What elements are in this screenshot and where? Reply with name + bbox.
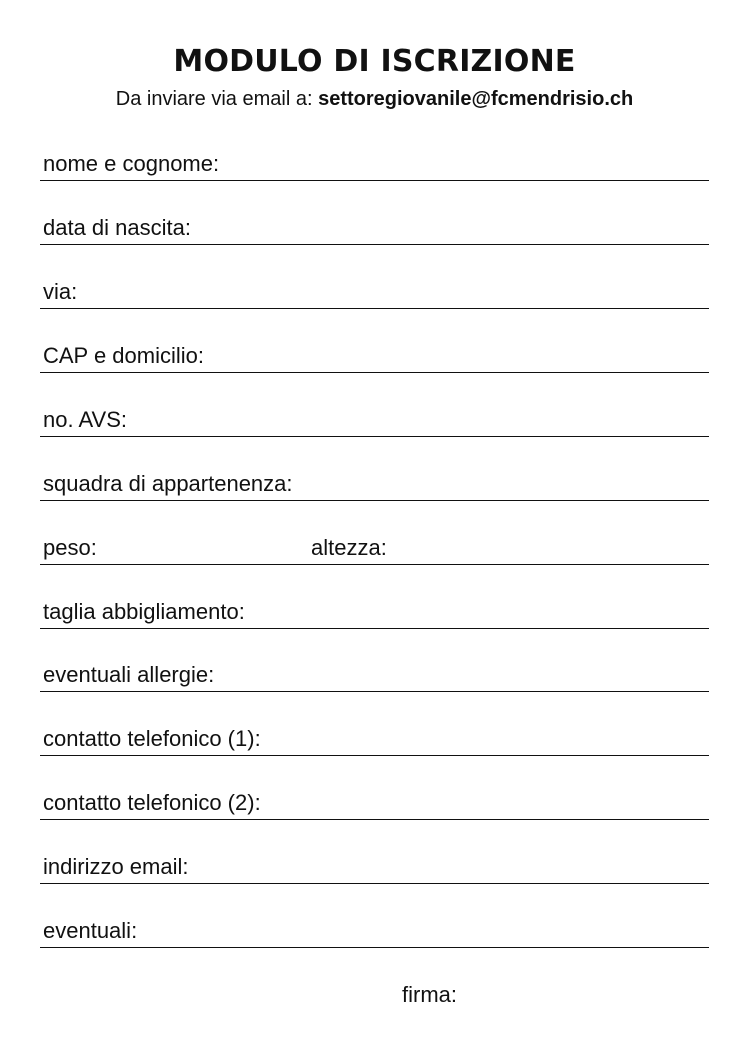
- form-title: MODULO DI ISCRIZIONE: [173, 44, 576, 79]
- field-allergie[interactable]: [40, 661, 709, 692]
- field-label-cap-domicilio: CAP e domicilio:: [43, 343, 204, 368]
- signature-label: firma:: [402, 982, 457, 1007]
- field-label-squadra: squadra di appartenenza:: [43, 471, 293, 496]
- field-label-telefono-1: contatto telefonico (1):: [43, 726, 261, 751]
- field-data-nascita[interactable]: [40, 214, 709, 245]
- field-label-email: indirizzo email:: [43, 854, 189, 879]
- field-cap-domicilio[interactable]: [40, 342, 709, 373]
- field-telefono-2[interactable]: [40, 789, 709, 820]
- field-via[interactable]: [40, 278, 709, 309]
- field-nome-cognome[interactable]: [40, 150, 709, 181]
- field-label-eventuali: eventuali:: [43, 918, 138, 943]
- field-label-telefono-2: contatto telefonico (2):: [43, 790, 261, 815]
- field-telefono-1[interactable]: [40, 725, 709, 756]
- field-avs[interactable]: [40, 406, 709, 437]
- field-email[interactable]: [40, 853, 709, 884]
- field-label-data-nascita: data di nascita:: [43, 215, 191, 240]
- field-squadra[interactable]: [40, 470, 709, 501]
- field-label-nome-cognome: nome e cognome:: [43, 151, 220, 176]
- contact-email: settoregiovanile@fcmendrisio.ch: [318, 88, 634, 110]
- field-label-peso: peso:: [43, 535, 97, 560]
- field-label-allergie: eventuali allergie:: [43, 662, 215, 687]
- field-taglia[interactable]: [40, 598, 709, 629]
- field-label-via: via:: [43, 279, 78, 304]
- field-eventuali[interactable]: [40, 917, 709, 948]
- field-peso-altezza[interactable]: [40, 534, 709, 565]
- field-label-altezza: altezza:: [311, 535, 387, 560]
- field-label-avs: no. AVS:: [43, 407, 127, 432]
- subtitle-prefix: Da inviare via email a:: [115, 88, 319, 110]
- field-label-taglia: taglia abbigliamento:: [43, 599, 245, 624]
- form-subtitle: [0, 87, 749, 111]
